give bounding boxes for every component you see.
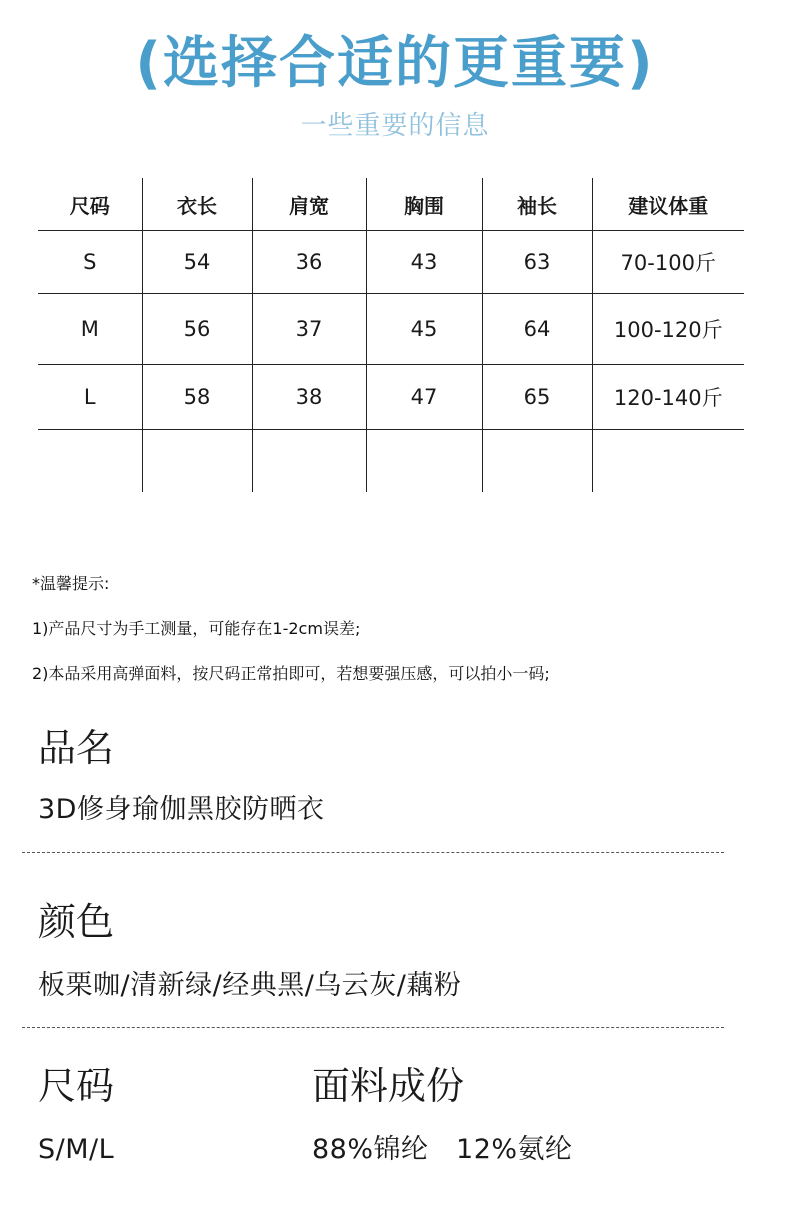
size-label: 尺码 [38,1064,115,1108]
table-cell: 54 [142,231,252,294]
table-row [38,294,744,365]
column-header-sleeve: 袖长 [482,178,592,231]
table-cell: M [38,294,142,365]
table-cell: 120-140斤 [592,365,744,430]
table-cell [252,430,366,493]
table-row [38,231,744,294]
table-row-empty [38,430,744,493]
divider [22,1027,724,1028]
table-cell [482,430,592,493]
column-header-size: 尺码 [38,178,142,231]
product-name-label: 品名 [38,726,115,770]
table-cell [366,430,482,493]
table-cell [592,430,744,493]
product-name-value: 3D修身瑜伽黑胶防晒衣 [38,794,325,825]
table-cell [142,430,252,493]
size-chart-table [38,178,744,492]
table-row [38,365,744,430]
table-cell: 63 [482,231,592,294]
table-cell: 36 [252,231,366,294]
table-cell: 45 [366,294,482,365]
divider [22,852,724,853]
table-cell: 70-100斤 [592,231,744,294]
table-cell: 100-120斤 [592,294,744,365]
color-value: 板栗咖/清新绿/经典黑/乌云灰/藕粉 [38,970,462,1001]
table-cell: 37 [252,294,366,365]
tip-item: 2)本品采用高弹面料，按尺码正常拍即可，若想要强压感，可以拍小一码; [32,664,550,683]
tip-item: 1)产品尺寸为手工测量，可能存在1-2cm误差; [32,619,361,638]
size-value: S/M/L [38,1134,115,1165]
table-cell: 64 [482,294,592,365]
table-cell: 43 [366,231,482,294]
table-cell: 58 [142,365,252,430]
column-header-chest: 胸围 [366,178,482,231]
table-cell: L [38,365,142,430]
column-header-length: 衣长 [142,178,252,231]
table-cell: 65 [482,365,592,430]
fabric-label: 面料成份 [312,1064,465,1108]
column-header-shoulder: 肩宽 [252,178,366,231]
color-label: 颜色 [38,900,115,944]
tips-section [32,570,550,705]
page-subtitle: 一些重要的信息 [300,111,490,141]
table-cell: 38 [252,365,366,430]
page-title: (选择合适的更重要) [135,31,655,96]
fabric-value: 88%锦纶 12%氨纶 [312,1134,573,1165]
table-cell [38,430,142,493]
table-cell: S [38,231,142,294]
table-cell: 47 [366,365,482,430]
column-header-weight: 建议体重 [592,178,744,231]
table-cell: 56 [142,294,252,365]
tips-heading: *温馨提示: [32,574,110,593]
table-header-row [38,178,744,231]
